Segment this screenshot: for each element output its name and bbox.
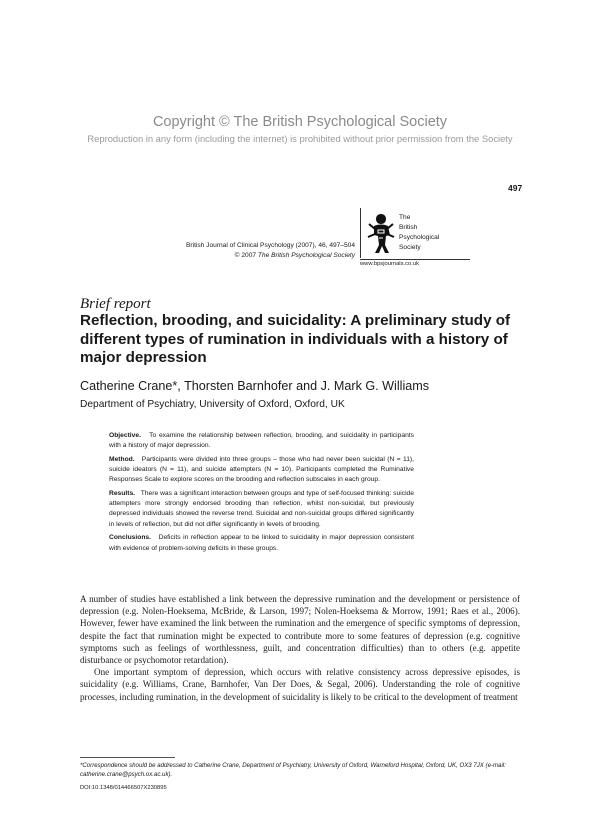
body-paragraph: A number of studies have established a link between the depressive rumination and the development or persistence of depression (e.g. Nolen-Hoeksema, McBride, & Larson, 1997; Nolen-Hoeksema & Morrow, 1991; Raes et al., 2006). However, fewer have examined the link between the rumination and the emergence of specific symptoms of depression, despite the fact that rumination might be expected to contribute more to some features of depression (e.g. cognitive symptoms such as feelings of worthlessness, guilt, and concentration difficulties) than to others (e.g. appetite disturbance or psychomotor retardation). [80,594,520,666]
journal-citation [150,241,355,261]
reproduction-notice: Reproduction in any form (including the internet) is prohibited without prior permission from the Society [87,133,513,144]
abstract-objective: Objective. To examine the relationship between reflection, brooding, and suicidality in participants with a history of major depression. [109,432,414,450]
abstract-method: Method. Participants were divided into three groups – those who had never been suicidal (N = 11), suicide ideators (N = 11), and suicide attempters (N = 10). Participants completed the Ruminative Responses Scale to explore scores on the brooding and reflection subscales in each group. [109,456,415,484]
abstract-conclusions: Conclusions. Deficits in reflection appear to be linked to suicidality in major depression consistent with evidence of problem-solving deficits in these groups. [109,534,414,552]
society-logo [360,208,471,258]
abstract-results: Results. There was a significant interaction between groups and type of self-focused thinking: suicide attempters more strongly endorsed brooding than reflection, whilst non-suicidal, but previously depressed individuals showed the reverse trend. Suicidal and non-suicidal groups differed significantly in levels of reflection, but did not differ significantly in levels of brooding. [109,490,414,528]
body-text [80,593,520,703]
doi: DOI:10.1348/014466507X230895 [80,785,167,791]
logo-divider [360,259,470,260]
article-title: Reflection, brooding, and suicidality: A preliminary study of different types of rumination in individuals with a history of major depression [80,312,511,366]
abstract [109,431,414,557]
footnote-divider [80,757,175,758]
section-label: Brief report [80,296,151,312]
page-number: 497 [508,183,523,193]
copyright-watermark: Copyright © The British Psychological Society [152,114,448,130]
correspondence-footnote: *Correspondence should be addressed to Catherine Crane, Department of Psychiatry, University of Oxford, Warneford Hospital, Oxford, UK, OX3 7JX (e-mail: catherine.crane@psych.ox.ac.uk). [80,762,506,779]
website-link[interactable]: www.bpsjournals.co.uk [360,261,419,267]
society-figure-icon [365,210,397,256]
body-paragraph: One important symptom of depression, which occurs with relative consistency across depressive episodes, is suicidality (e.g. Williams, Crane, Barnhofer, Van Der Does, & Segal, 2006). Understanding the role of cognitive processes, including rumination, in the development of suicidality is likely to be critical to the development of treatment [80,667,520,702]
journal-line: British Journal of Clinical Psychology (2007), 46, 497–504 [186,242,355,249]
author-list: Catherine Crane*, Thorsten Barnhofer and J. Mark G. Williams [80,379,430,393]
journal-copyright: © 2007 The British Psychological Society [234,252,355,259]
author-affiliation: Department of Psychiatry, University of Oxford, Oxford, UK [80,399,345,410]
society-name: The British Psychological Society [399,214,440,251]
